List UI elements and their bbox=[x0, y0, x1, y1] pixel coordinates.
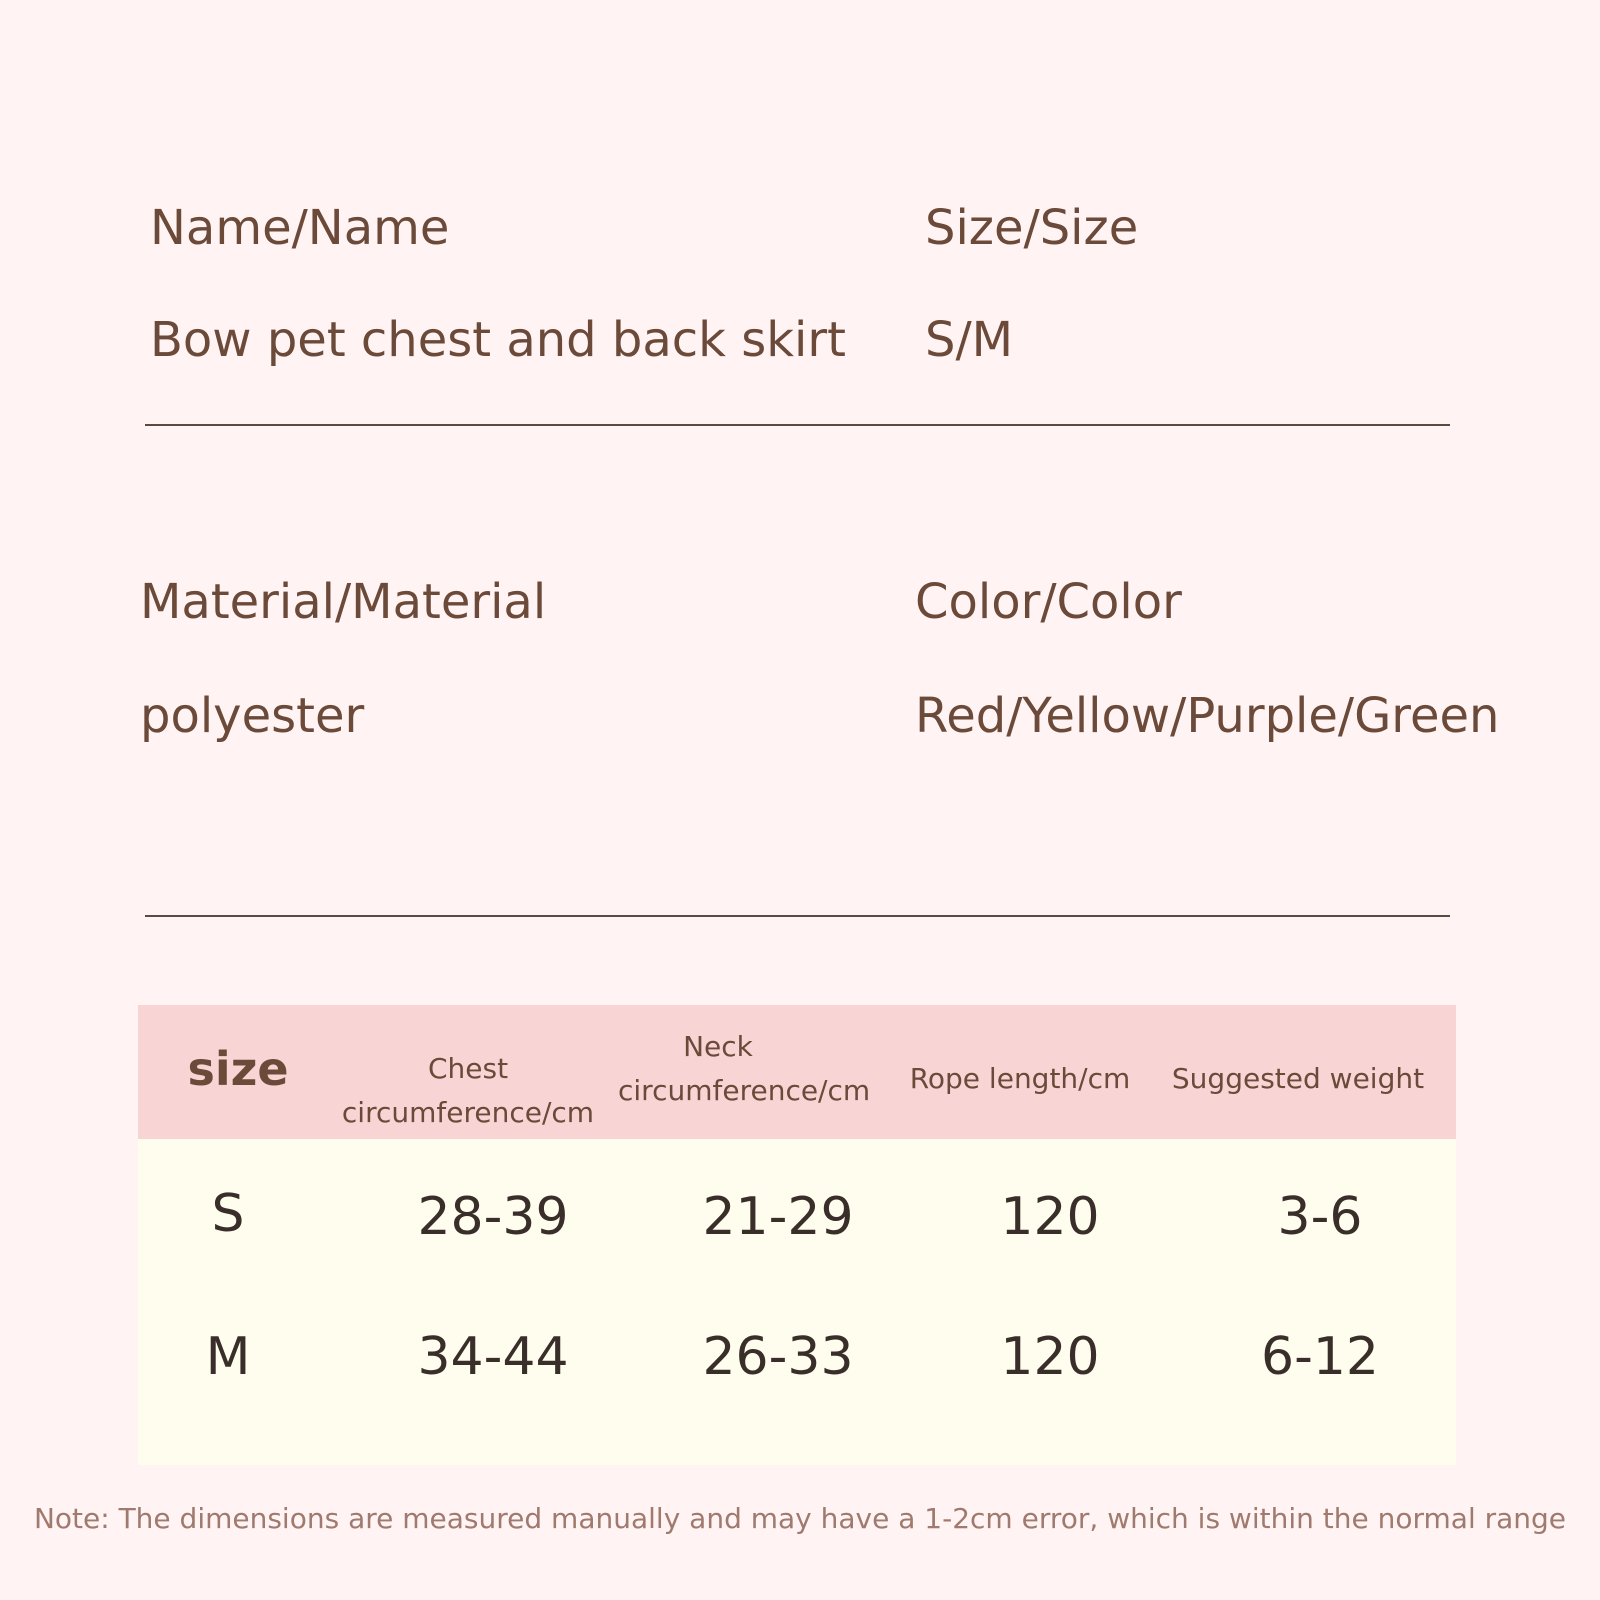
size-table bbox=[138, 1005, 1456, 1465]
size-table-header bbox=[138, 1005, 1456, 1139]
cell-rope: 120 bbox=[1000, 1187, 1100, 1247]
size-value: S/M bbox=[925, 312, 1014, 368]
cell-weight: 3-6 bbox=[1277, 1187, 1363, 1247]
divider-bottom bbox=[145, 915, 1450, 917]
cell-weight: 6-12 bbox=[1260, 1327, 1379, 1387]
material-value: polyester bbox=[140, 688, 365, 744]
header-size: size bbox=[187, 1042, 289, 1096]
header-neck: Neck circumference/cm bbox=[618, 1030, 871, 1107]
cell-chest: 28-39 bbox=[417, 1187, 569, 1247]
cell-size: M bbox=[205, 1327, 251, 1387]
size-label: Size/Size bbox=[925, 200, 1139, 256]
color-label: Color/Color bbox=[915, 574, 1182, 630]
cell-chest: 34-44 bbox=[417, 1327, 569, 1387]
cell-size: S bbox=[211, 1184, 245, 1244]
header-chest: Chest circumference/cm bbox=[341, 1052, 595, 1129]
cell-neck: 21-29 bbox=[702, 1187, 854, 1247]
header-weight: Suggested weight bbox=[1171, 1062, 1425, 1095]
material-label: Material/Material bbox=[140, 574, 547, 630]
cell-rope: 120 bbox=[1000, 1327, 1100, 1387]
divider-top bbox=[145, 424, 1450, 426]
cell-neck: 26-33 bbox=[702, 1327, 854, 1387]
name-label: Name/Name bbox=[150, 200, 450, 256]
name-value: Bow pet chest and back skirt bbox=[150, 312, 846, 368]
header-rope: Rope length/cm bbox=[909, 1062, 1131, 1095]
color-value: Red/Yellow/Purple/Green bbox=[915, 688, 1500, 744]
size-table-body bbox=[138, 1139, 1456, 1465]
measurement-note: Note: The dimensions are measured manually and may have a 1-2cm error, which is within the normal range bbox=[33, 1502, 1567, 1535]
